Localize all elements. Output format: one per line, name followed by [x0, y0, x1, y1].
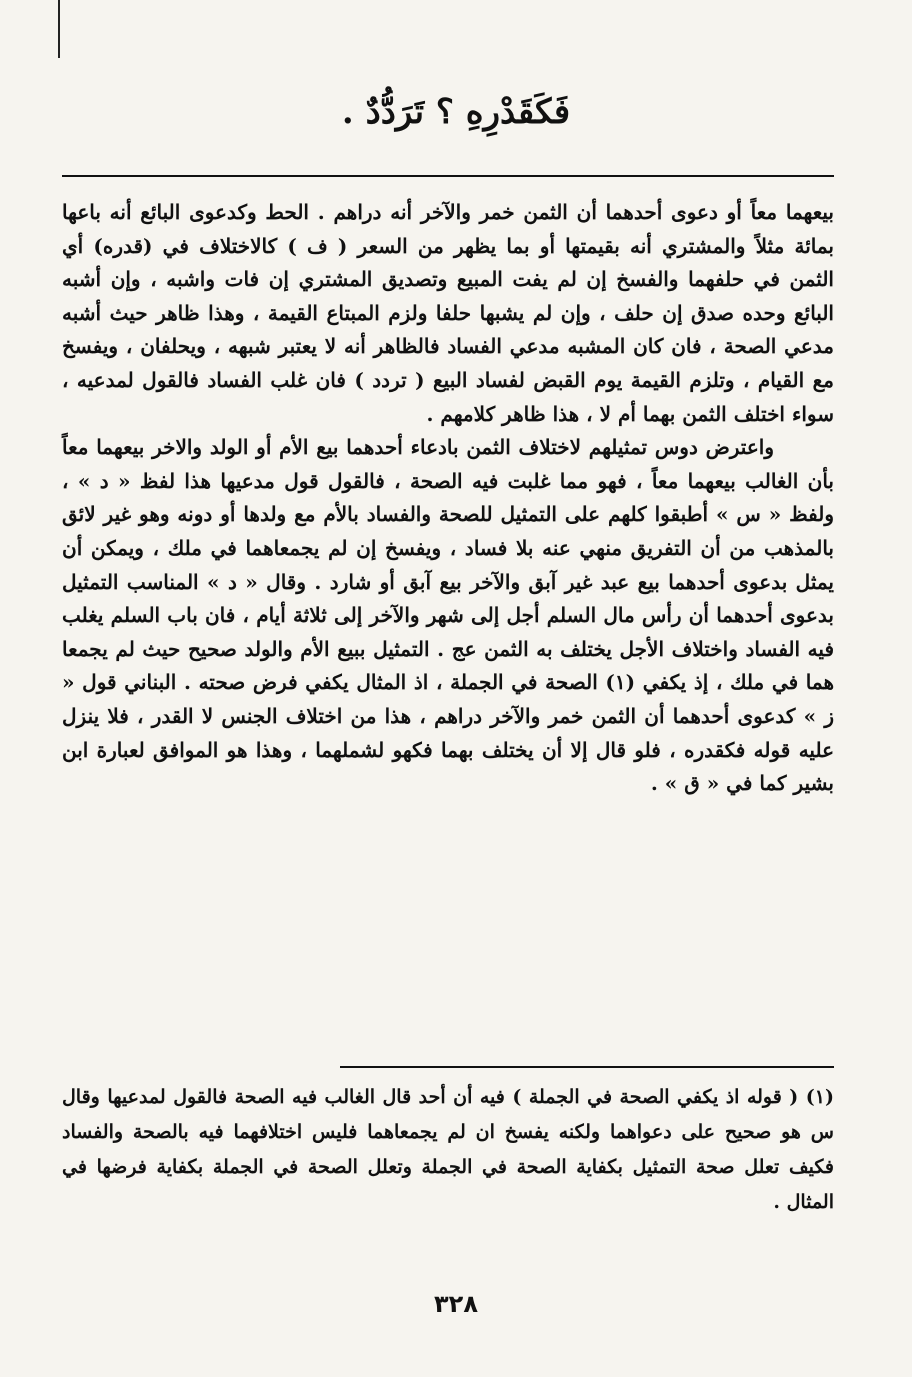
- page-number: ٣٢٨: [434, 1290, 478, 1318]
- paragraph: بيعهما معاً أو دعوى أحدهما أن الثمن خمر والآخر أنه دراهم . الحط وكدعوى البائع أنه باعها بمائة مثلاً والمشتري أنه بقيمتها أو بما يظهر من السعر ( ف ) كالاختلاف في (قدره) أي الثمن في حلفهما والفسخ إن لم يفت المبيع وتصديق المشتري إن فات واشبه ، وإن أشبه البائع وحده صدق إن حلف ، وإن لم يشبها حلفا ولزم المبتاع القيمة ، وهذا ظاهر حيث أشبه مدعي الصحة ، فان كان المشبه مدعي الفساد فالظاهر أنه لا يعتبر شبهه ، ويحلفان ، ويفسخ مع القيام ، وتلزم القيمة يوم القبض لفساد البيع ( تردد ) فان غلب الفساد فالقول لمدعيه ، سواء اختلف الثمن بهما أم لا ، هذا ظاهر كلامهم .: [62, 200, 834, 426]
- footnote: [62, 1080, 834, 1220]
- footnote-text: (١) ( قوله اذ يكفي الصحة في الجملة ) فيه أن أحد قال الغالب فيه الصحة فالقول لمدعيها وقال س هو صحيح على دعواهما ولكنه يفسخ ان لم يجمعاهما فليس اختلافهما فيه بالصحة والفساد فكيف تعلل صحة التمثيل بكفاية الصحة في الجملة وتعلل الصحة في الجملة بكفاية فرضها في المثال .: [62, 1086, 834, 1213]
- header-rule: [62, 175, 834, 177]
- page-title: فَكَقَدْرِهِ ؟ تَرَدُّدٌ .: [341, 92, 571, 132]
- margin-line: [58, 0, 60, 58]
- main-text: [62, 196, 834, 801]
- footnote-rule: [340, 1066, 834, 1068]
- paragraph: واعترض دوس تمثيلهم لاختلاف الثمن بادعاء أحدهما بيع الأم أو الولد والاخر بيعهما معاً بأن الغالب بيعهما معاً ، فهو مما غلبت فيه الصحة ، فالقول قول مدعيها هذا لفظ « د » ، ولفظ « س » أطبقوا كلهم على التمثيل للصحة والفساد بالأم مع ولدها أو دونه وهو غير لائق بالمذهب من أن التفريق منهي عنه بلا فساد ، ويفسخ إن لم يجمعاهما في ملك ، ويمكن أن يمثل بدعوى أحدهما بيع عبد غير آبق والآخر بيع آبق أو شارد . وقال « د » المناسب التمثيل بدعوى أحدهما أن رأس مال السلم أجل إلى شهر والآخر إلى ثلاثة أيام ، فان باب السلم يغلب فيه الفساد واختلاف الأجل يختلف به الثمن عج . التمثيل ببيع الأم والولد صحيح حيث لم يجمعا هما في ملك ، إذ يكفي (١) الصحة في الجملة ، اذ المثال يكفي فرض صحته . البناني قول « ز » كدعوى أحدهما أن الثمن خمر والآخر دراهم ، هذا من اختلاف الجنس لا القدر ، فلا ينزل عليه قوله فكقدره ، فلو قال إلا أن يختلف بهما فكهو لشملهما ، وهذا هو الموافق لعبارة ابن بشير كما في « ق » .: [62, 435, 835, 796]
